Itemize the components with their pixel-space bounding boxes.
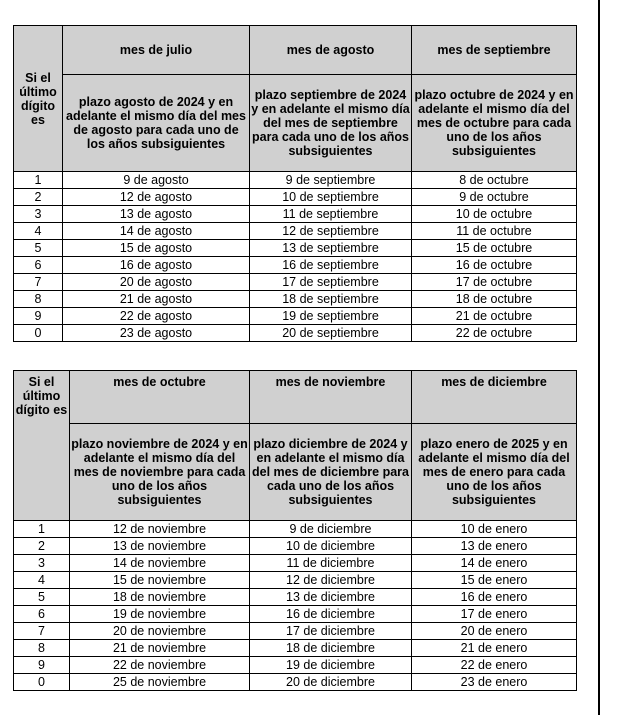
table-row <box>14 223 577 240</box>
deadline-header: plazo octubre de 2024 y en adelante el mismo día del mes de octubre para cada uno de los años subsiguientes <box>412 75 577 172</box>
table-row <box>14 325 577 342</box>
date-cell: 12 de noviembre <box>70 521 250 538</box>
date-cell: 19 de noviembre <box>70 606 250 623</box>
table-row <box>14 240 577 257</box>
date-cell: 16 de agosto <box>63 257 250 274</box>
table-body <box>14 172 577 342</box>
date-cell: 21 de agosto <box>63 291 250 308</box>
digit-cell: 4 <box>14 572 70 589</box>
table-header <box>14 371 577 521</box>
digit-cell: 2 <box>14 189 63 206</box>
date-cell: 14 de enero <box>412 555 577 572</box>
date-cell: 10 de septiembre <box>250 189 412 206</box>
date-cell: 14 de noviembre <box>70 555 250 572</box>
digit-cell: 0 <box>14 325 63 342</box>
digit-cell: 2 <box>14 538 70 555</box>
table-row <box>14 674 577 691</box>
date-cell: 21 de octubre <box>412 308 577 325</box>
date-cell: 17 de octubre <box>412 274 577 291</box>
digit-cell: 4 <box>14 223 63 240</box>
date-cell: 21 de enero <box>412 640 577 657</box>
digit-cell: 7 <box>14 274 63 291</box>
digit-cell: 7 <box>14 623 70 640</box>
date-cell: 15 de noviembre <box>70 572 250 589</box>
digit-cell: 3 <box>14 555 70 572</box>
table-row <box>14 257 577 274</box>
deadline-table-jul-sep <box>13 25 577 342</box>
table-row <box>14 291 577 308</box>
date-cell: 23 de agosto <box>63 325 250 342</box>
date-cell: 18 de noviembre <box>70 589 250 606</box>
table-row <box>14 572 577 589</box>
date-cell: 17 de septiembre <box>250 274 412 291</box>
month-header: mes de noviembre <box>250 371 412 424</box>
table-row <box>14 274 577 291</box>
digit-cell: 8 <box>14 640 70 657</box>
digit-cell: 9 <box>14 657 70 674</box>
digit-cell: 6 <box>14 257 63 274</box>
table-row <box>14 589 577 606</box>
date-cell: 13 de agosto <box>63 206 250 223</box>
date-cell: 21 de noviembre <box>70 640 250 657</box>
date-cell: 15 de agosto <box>63 240 250 257</box>
table-row <box>14 538 577 555</box>
digit-cell: 9 <box>14 308 63 325</box>
date-cell: 9 de septiembre <box>250 172 412 189</box>
date-cell: 8 de octubre <box>412 172 577 189</box>
date-cell: 12 de agosto <box>63 189 250 206</box>
deadline-header: plazo noviembre de 2024 y en adelante el mismo día del mes de noviembre para cada uno de los años subsiguientes <box>70 424 250 521</box>
table-row <box>14 521 577 538</box>
date-cell: 22 de octubre <box>412 325 577 342</box>
date-cell: 23 de enero <box>412 674 577 691</box>
date-cell: 15 de octubre <box>412 240 577 257</box>
date-cell: 14 de agosto <box>63 223 250 240</box>
page-edge-rule <box>598 0 600 715</box>
table-row <box>14 606 577 623</box>
date-cell: 22 de agosto <box>63 308 250 325</box>
date-cell: 17 de diciembre <box>250 623 412 640</box>
digit-cell: 5 <box>14 589 70 606</box>
table-row <box>14 657 577 674</box>
date-cell: 19 de diciembre <box>250 657 412 674</box>
date-cell: 9 de diciembre <box>250 521 412 538</box>
date-cell: 15 de enero <box>412 572 577 589</box>
digit-cell: 1 <box>14 521 70 538</box>
date-cell: 20 de agosto <box>63 274 250 291</box>
table-row <box>14 555 577 572</box>
date-cell: 25 de noviembre <box>70 674 250 691</box>
table-row <box>14 189 577 206</box>
month-header: mes de septiembre <box>412 26 577 75</box>
table-row <box>14 172 577 189</box>
date-cell: 11 de octubre <box>412 223 577 240</box>
date-cell: 12 de septiembre <box>250 223 412 240</box>
date-cell: 17 de enero <box>412 606 577 623</box>
date-cell: 19 de septiembre <box>250 308 412 325</box>
date-cell: 18 de octubre <box>412 291 577 308</box>
date-cell: 12 de diciembre <box>250 572 412 589</box>
digit-cell: 0 <box>14 674 70 691</box>
date-cell: 18 de diciembre <box>250 640 412 657</box>
date-cell: 18 de septiembre <box>250 291 412 308</box>
deadline-table-oct-dec <box>13 370 577 691</box>
table-row <box>14 206 577 223</box>
date-cell: 22 de enero <box>412 657 577 674</box>
date-cell: 13 de enero <box>412 538 577 555</box>
date-cell: 9 de agosto <box>63 172 250 189</box>
table-row <box>14 308 577 325</box>
date-cell: 10 de enero <box>412 521 577 538</box>
deadline-header: plazo agosto de 2024 y en adelante el mismo día del mes de agosto para cada uno de los años subsiguientes <box>63 75 250 172</box>
date-cell: 20 de diciembre <box>250 674 412 691</box>
deadline-header: plazo diciembre de 2024 y en adelante el mismo día del mes de diciembre para cada uno de los años subsiguientes <box>250 424 412 521</box>
deadline-header: plazo enero de 2025 y en adelante el mismo día del mes de enero para cada uno de los años subsiguientes <box>412 424 577 521</box>
date-cell: 13 de septiembre <box>250 240 412 257</box>
last-digit-header: Si el último dígito es <box>14 371 70 521</box>
month-header: mes de agosto <box>250 26 412 75</box>
date-cell: 20 de noviembre <box>70 623 250 640</box>
date-cell: 20 de enero <box>412 623 577 640</box>
digit-cell: 6 <box>14 606 70 623</box>
table-body <box>14 521 577 691</box>
digit-cell: 8 <box>14 291 63 308</box>
month-header: mes de octubre <box>70 371 250 424</box>
table-row <box>14 623 577 640</box>
digit-cell: 1 <box>14 172 63 189</box>
date-cell: 16 de enero <box>412 589 577 606</box>
table-row <box>14 640 577 657</box>
date-cell: 13 de diciembre <box>250 589 412 606</box>
deadline-header: plazo septiembre de 2024 y en adelante el mismo día del mes de septiembre para cada uno de los años subsiguientes <box>250 75 412 172</box>
last-digit-header: Si el último dígito es <box>14 26 63 172</box>
month-header: mes de julio <box>63 26 250 75</box>
date-cell: 9 de octubre <box>412 189 577 206</box>
date-cell: 16 de octubre <box>412 257 577 274</box>
date-cell: 20 de septiembre <box>250 325 412 342</box>
date-cell: 11 de diciembre <box>250 555 412 572</box>
digit-cell: 3 <box>14 206 63 223</box>
date-cell: 10 de octubre <box>412 206 577 223</box>
date-cell: 10 de diciembre <box>250 538 412 555</box>
table-header <box>14 26 577 172</box>
date-cell: 16 de diciembre <box>250 606 412 623</box>
date-cell: 16 de septiembre <box>250 257 412 274</box>
month-header: mes de diciembre <box>412 371 577 424</box>
date-cell: 13 de noviembre <box>70 538 250 555</box>
date-cell: 11 de septiembre <box>250 206 412 223</box>
digit-cell: 5 <box>14 240 63 257</box>
date-cell: 22 de noviembre <box>70 657 250 674</box>
